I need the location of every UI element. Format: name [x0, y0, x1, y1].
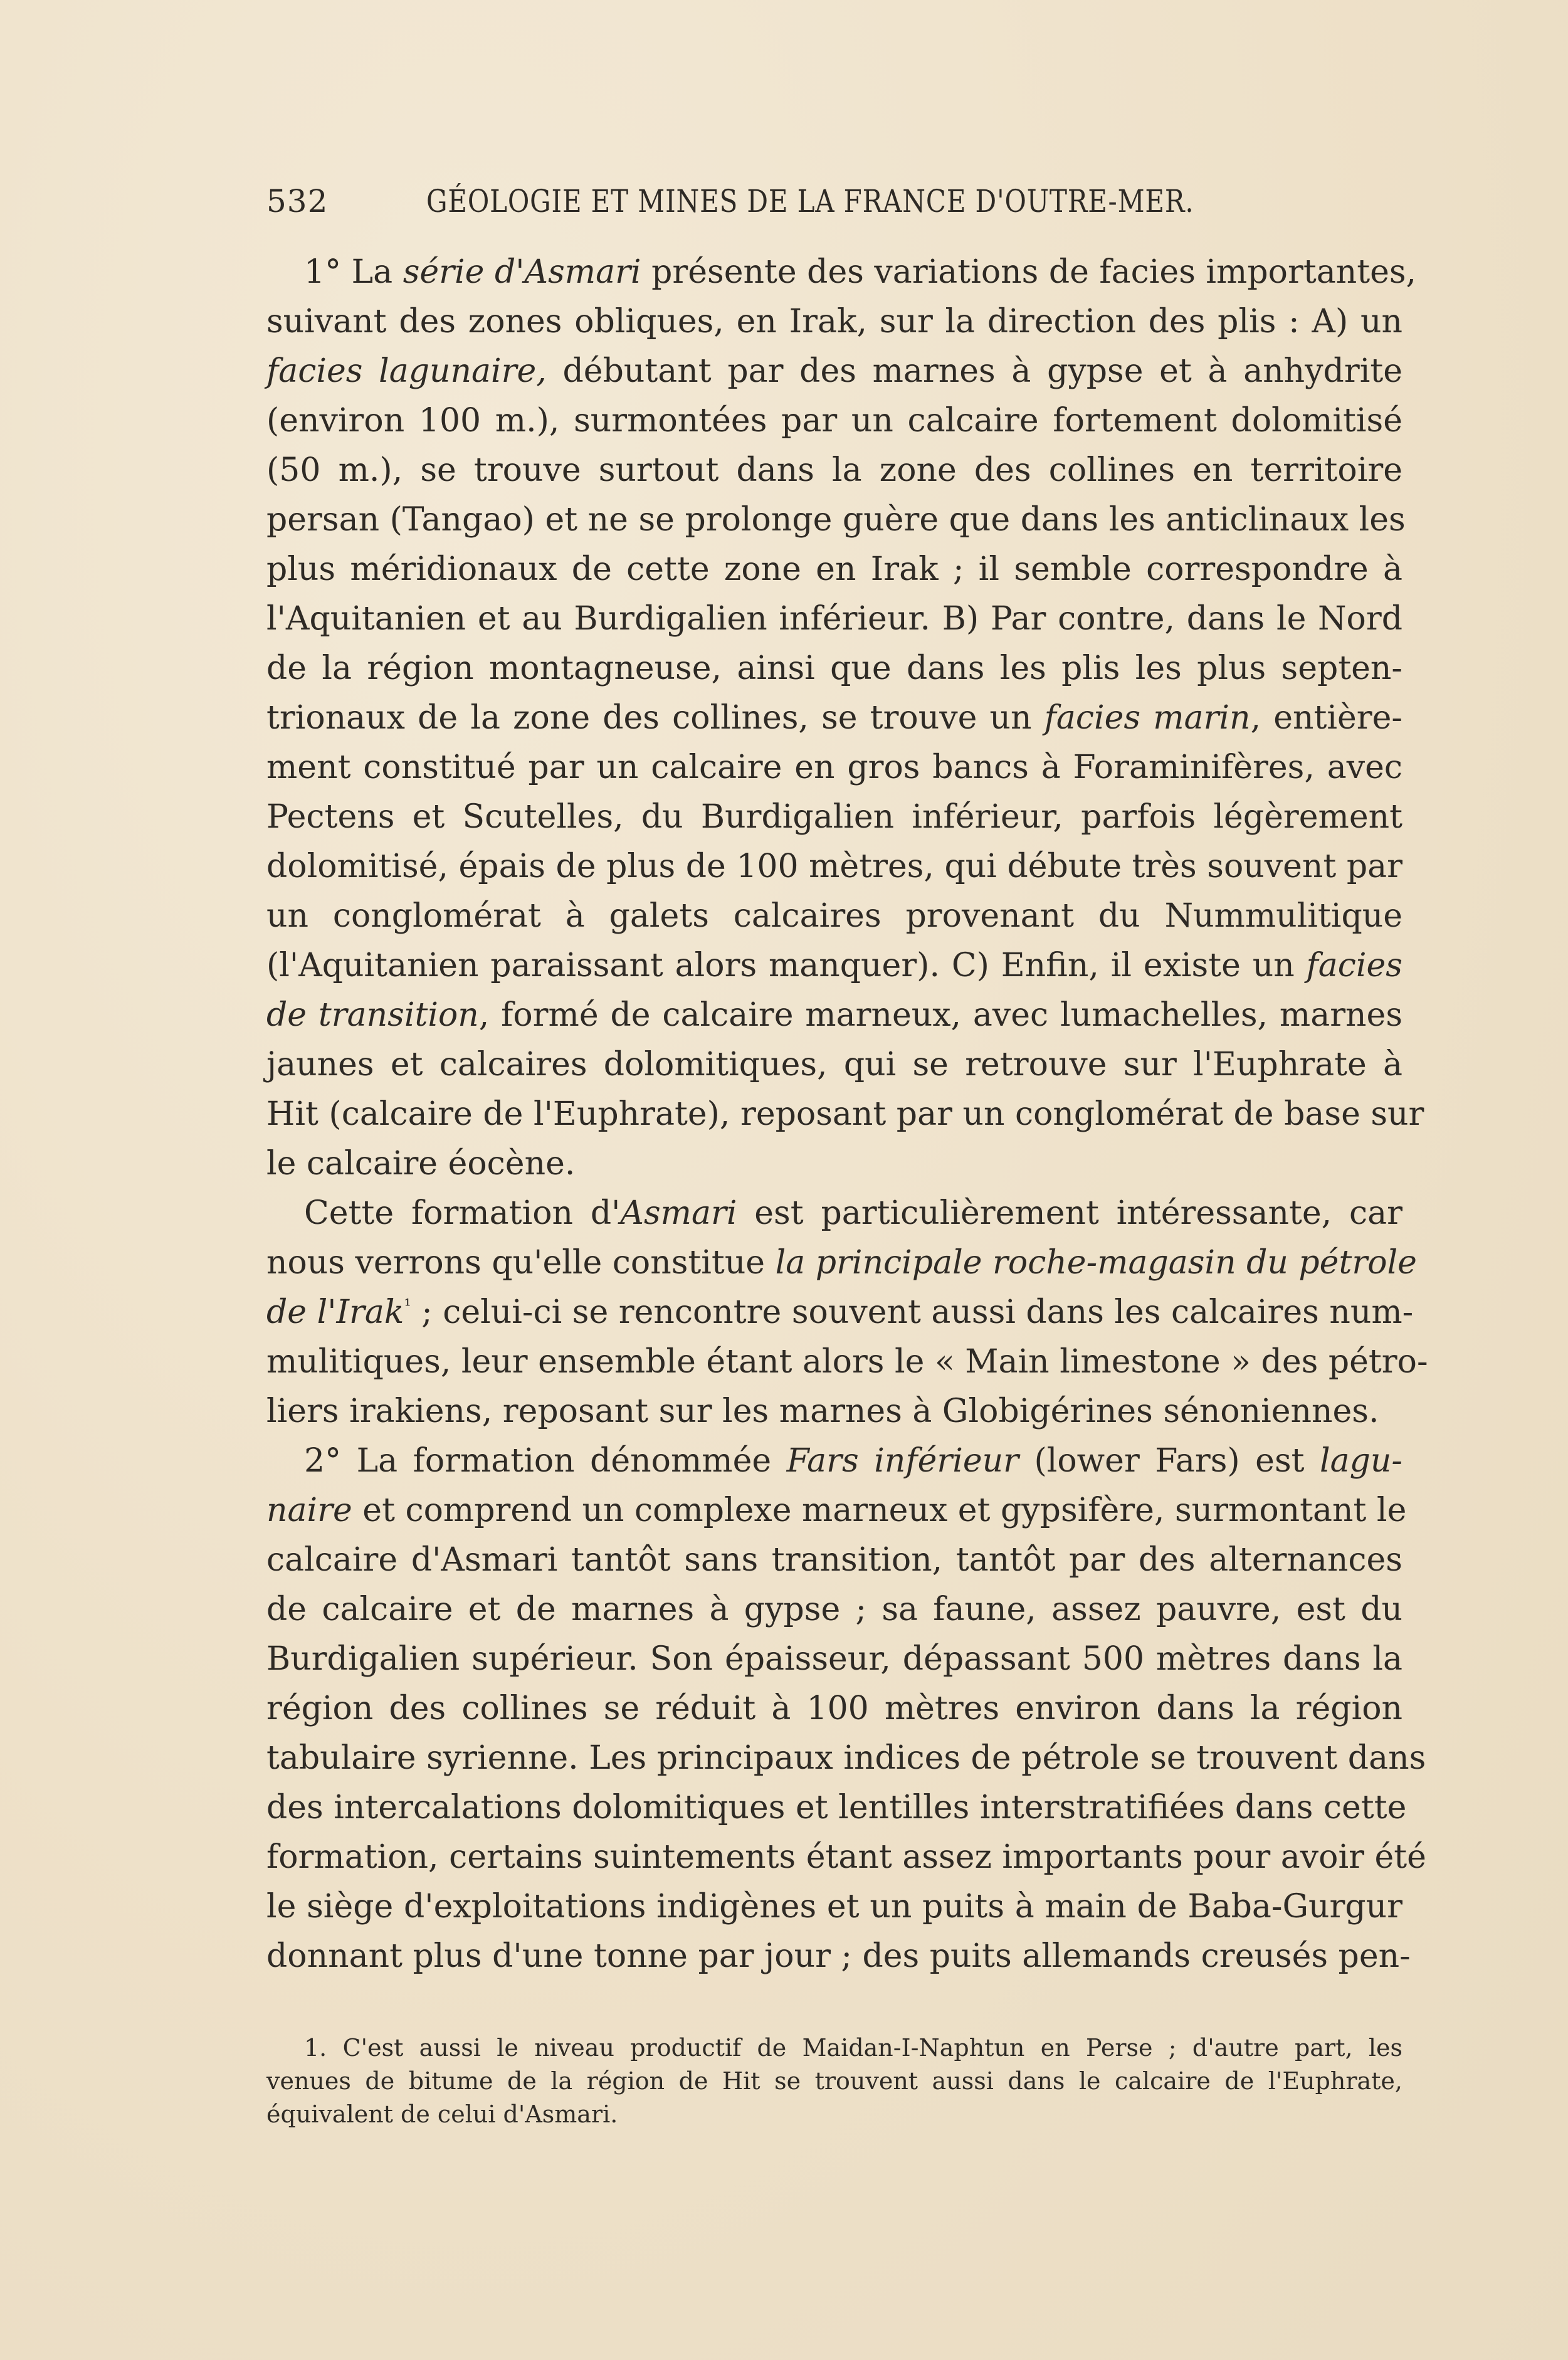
italic-text: naire	[266, 1492, 352, 1529]
text-line	[266, 495, 1406, 545]
text-line	[266, 1436, 1402, 1486]
text-run: (lower Fars) est	[1018, 1442, 1320, 1480]
text-run: suivant des zones obliques, en Irak, sur la direction des plis : A) un	[266, 303, 1402, 340]
text-line	[266, 1139, 1402, 1189]
text-run: le calcaire éocène.	[266, 1145, 576, 1183]
text-run: plus méridionaux de cette zone en Irak ; il semble correspondre à	[266, 550, 1402, 588]
italic-text: série d'Asmari	[403, 253, 641, 291]
text-line	[266, 842, 1402, 892]
text-run: donnant plus d'une tonne par jour ; des puits allemands creusés pen-	[266, 1937, 1411, 1975]
text-run: ; celui-ci se rencontre souvent aussi dans les calcaires num-	[411, 1293, 1414, 1331]
text-run: 1° La	[304, 253, 403, 291]
italic-text: lagu-	[1320, 1442, 1402, 1480]
italic-text: la principale roche-magasin du pétrole	[775, 1244, 1417, 1282]
text-run: Hit (calcaire de l'Euphrate), reposant par un conglomérat de base sur	[266, 1095, 1424, 1133]
running-header	[266, 183, 1402, 221]
text-run: de calcaire et de marnes à gypse ; sa faune, assez pauvre, est du	[266, 1591, 1402, 1628]
text-line	[266, 1783, 1407, 1833]
body-text	[266, 248, 1428, 1981]
italic-text: de l'Irak	[266, 1293, 404, 1331]
text-run: (environ 100 m.), surmontées par un calcaire fortement dolomitisé	[266, 402, 1402, 440]
text-line	[266, 1238, 1417, 1288]
text-run: (50 m.), se trouve surtout dans la zone des collines en territoire	[266, 451, 1402, 489]
text-run: débutant par des marnes à gypse et à anhydrite	[546, 352, 1402, 390]
page-number: 532	[266, 183, 329, 219]
text-run: Cette formation d'	[304, 1194, 621, 1232]
text-run: le siège d'exploitations indigènes et un puits à main de Baba-Gurgur	[266, 1888, 1402, 1925]
footnote-line: venues de bitume de la région de Hit se trouvent aussi dans le calcaire de l'Euphrate,	[266, 2067, 1402, 2095]
italic-text: facies marin	[1044, 699, 1251, 737]
text-run: jaunes et calcaires dolomitiques, qui se retrouve sur l'Euphrate à	[266, 1046, 1402, 1083]
text-line	[266, 248, 1417, 297]
text-line	[266, 1536, 1402, 1585]
text-line	[266, 1882, 1402, 1932]
text-run: de la région montagneuse, ainsi que dans les plis les plus septen-	[266, 650, 1402, 687]
text-run: des intercalations dolomitiques et lentilles interstratifiées dans cette	[266, 1789, 1407, 1826]
text-line	[266, 793, 1402, 842]
text-line	[266, 1932, 1411, 1981]
text-line	[266, 1387, 1402, 1436]
text-run: , formé de calcaire marneux, avec lumachelles, marnes	[478, 996, 1402, 1034]
text-line	[266, 1833, 1426, 1882]
text-run: (l'Aquitanien paraissant alors manquer). C) Enfin, il existe un	[266, 947, 1307, 984]
text-run: dolomitisé, épais de plus de 100 mètres, qui débute très souvent par	[266, 848, 1402, 885]
italic-text: Asmari	[620, 1194, 737, 1232]
text-run: Pectens et Scutelles, du Burdigalien inférieur, parfois légèrement	[266, 798, 1402, 836]
text-run: l'Aquitanien et au Burdigalien inférieur. B) Par contre, dans le Nord	[266, 600, 1402, 638]
text-run: nous verrons qu'elle constitue	[266, 1244, 776, 1282]
text-line	[266, 892, 1402, 941]
text-line	[266, 1734, 1426, 1783]
text-run: persan (Tangao) et ne se prolonge guère que dans les anticlinaux les	[266, 501, 1406, 539]
text-run: Burdigalien supérieur. Son épaisseur, dépassant 500 mètres dans la	[266, 1640, 1402, 1678]
text-line	[266, 1288, 1414, 1337]
text-line	[266, 545, 1402, 594]
text-line	[266, 347, 1402, 396]
text-line	[266, 941, 1402, 991]
italic-text: facies lagunaire,	[266, 352, 547, 390]
text-line	[266, 297, 1402, 347]
footnote-line: 1. C'est aussi le niveau productif de Maidan-I-Naphtun en Perse ; d'autre part, les	[304, 2034, 1402, 2062]
text-line	[266, 693, 1402, 743]
text-run: tabulaire syrienne. Les principaux indices de pétrole se trouvent dans	[266, 1739, 1426, 1777]
text-run: un conglomérat à galets calcaires provenant du Nummulitique	[266, 897, 1402, 935]
text-run: 2° La formation dénommée	[304, 1442, 787, 1480]
text-line	[266, 594, 1402, 644]
text-line	[266, 446, 1402, 495]
text-line	[266, 396, 1402, 446]
text-run: région des collines se réduit à 100 mètres environ dans la région	[266, 1690, 1402, 1727]
running-title: GÉOLOGIE ET MINES DE LA FRANCE D'OUTRE-MER.	[426, 183, 1194, 219]
text-line	[266, 1635, 1402, 1684]
footnotes	[266, 2031, 1402, 2131]
text-run: calcaire d'Asmari tantôt sans transition, tantôt par des alternances	[266, 1541, 1402, 1579]
italic-text: facies	[1306, 947, 1402, 984]
text-run: liers irakiens, reposant sur les marnes à Globigérines sénoniennes.	[266, 1393, 1379, 1430]
text-line	[266, 1189, 1402, 1238]
text-line	[266, 1040, 1402, 1090]
text-line	[266, 1486, 1407, 1536]
text-line	[266, 1337, 1428, 1387]
text-run: présente des variations de facies importantes,	[641, 253, 1417, 291]
italic-text: Fars inférieur	[786, 1442, 1019, 1480]
text-line	[266, 1585, 1402, 1635]
italic-text: de transition	[266, 996, 479, 1034]
text-line	[266, 644, 1402, 693]
text-run: , entière-	[1250, 699, 1403, 737]
text-line	[266, 1684, 1402, 1734]
text-run: ment constitué par un calcaire en gros bancs à Foraminifères, avec	[266, 749, 1402, 786]
text-line	[266, 991, 1402, 1040]
text-run: formation, certains suintements étant assez importants pour avoir été	[266, 1838, 1426, 1876]
text-run: et comprend un complexe marneux et gypsifère, surmontant le	[352, 1492, 1407, 1529]
text-line	[266, 743, 1402, 793]
footnote-line: équivalent de celui d'Asmari.	[266, 2100, 618, 2128]
text-line	[266, 1090, 1424, 1139]
footnote-ref: ¹	[404, 1295, 411, 1316]
text-run: trionaux de la zone des collines, se trouve un	[266, 699, 1044, 737]
text-run: est particulièrement intéressante, car	[737, 1194, 1402, 1232]
text-run: mulitiques, leur ensemble étant alors le « Main limestone » des pétro-	[266, 1343, 1428, 1381]
